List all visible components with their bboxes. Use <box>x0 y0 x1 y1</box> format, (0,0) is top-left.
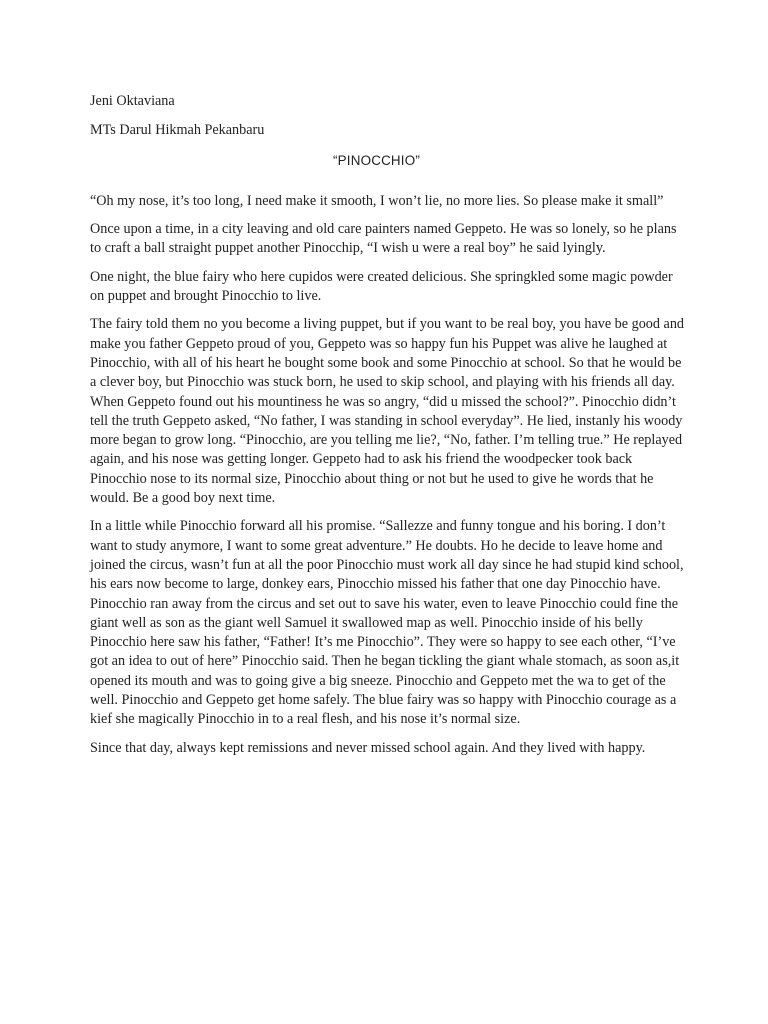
paragraph-once-upon: Once upon a time, in a city leaving and old care painters named Geppeto. He was so lonely, so he plans to craft a ball straight puppet another Pinocchip, “I wish u were a real boy” he said lyingly. <box>90 221 677 257</box>
school-name: MTs Darul Hikmah Pekanbaru <box>90 122 265 139</box>
paragraph-fairy-told: The fairy told them no you become a living puppet, but if you want to be real boy, you have be good and make you father Geppeto proud of you, Geppeto was so happy fun his Puppet was alive he laughed at Pinocchio, with all of his heart he bought some book and some Pinocchio at school. So that he would be a clever boy, but Pinocchio was stuck born, he used to skip school, and playing with his friends all day. When Geppeto found out his mountiness he was so angry, “did u missed the school?”. Pinocchio didn’t tell the truth Geppeto asked, “No father, I was standing in school everyday”. He lied, instanly his woody more began to grow long. “Pinocchio, are you telling me lie?, “No, father. I’m telling true.” He replayed again, and his nose was getting longer. Geppeto had to ask his friend the woodpecker took back Pinocchio nose to its normal size, Pinocchio about thing or not but he used to give he words that he would. Be a good boy next time. <box>90 316 685 507</box>
author-name: Jeni Oktaviana <box>90 93 175 109</box>
paragraph-blue-fairy: One night, the blue fairy who here cupidos were created delicious. She springkled some magic powder on puppet and brought Pinocchio to live. <box>90 268 673 305</box>
paragraph-ending: Since that day, always kept remissions and never missed school again. And they lived with happy. <box>90 739 646 756</box>
story-title: “PINOCCHIO” <box>333 152 421 168</box>
paragraph-circus: In a little while Pinocchio forward all his promise. “Sallezze and funny tongue and his boring. I don’t want to study anymore, I want to some great adventure.” He doubts. Ho he decide to leave home and joined the circus, wasn’t fun at all the poor Pinocchio must work all day since he had stupid kind school, his ears now become to large, donkey ears, Pinocchio missed his father that one day Pinocchio have. Pinocchio ran away from the circus and set out to save his water, even to leave Pinocchio could fine the giant well as son as the giant well Samuel it swallowed map as well. Pinocchio inside of his belly Pinocchio here saw his father, “Father! It’s me Pinocchio”. They were so happy to see each other, “I’ve got an idea to out of here” Pinocchio said. Then he began tickling the giant whale stomach, as soon as,it opened its mouth and was to going give a big sneeze. Pinocchio and Geppeto met the wa to get of the well. Pinocchio and Geppeto get home safely. The blue fairy was so happy with Pinocchio courage as a kief she magically Pinocchio in to a real flesh, and his nose it’s normal size. <box>90 518 684 728</box>
paragraph-opening-quote: “Oh my nose, it’s too long, I need make it smooth, I won’t lie, no more lies. So please make it small” <box>90 192 664 209</box>
